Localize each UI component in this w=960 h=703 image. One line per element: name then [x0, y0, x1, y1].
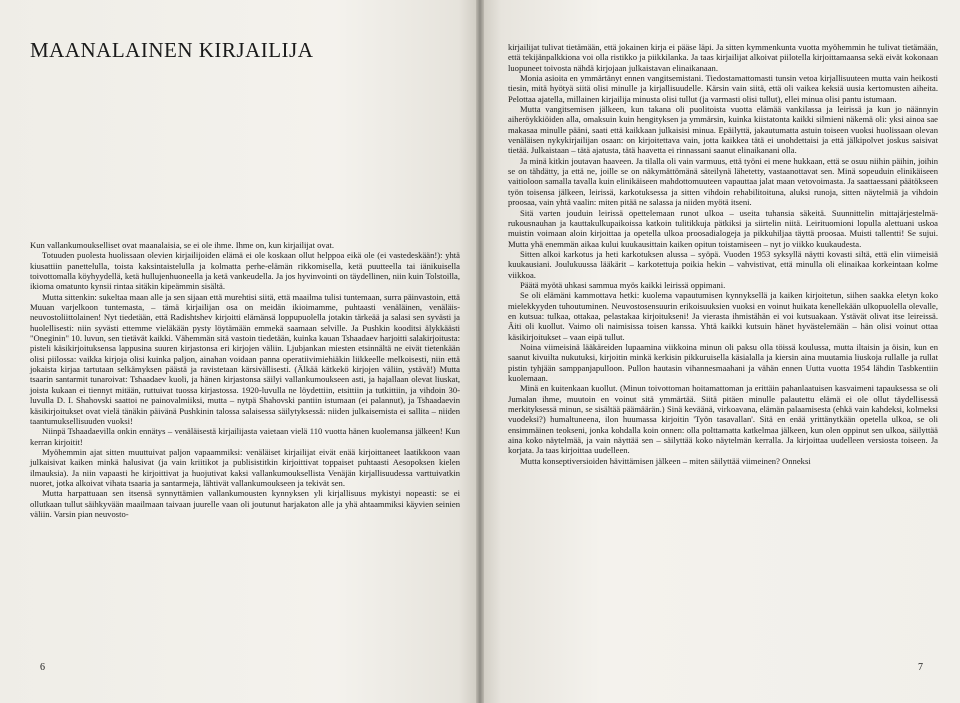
paragraph: Mutta konseptiversioiden hävittämisen jälkeen – miten säilyttää viimeinen? Onneksi [520, 455, 811, 466]
paragraph: Myöhemmin ajat sitten muuttuivat paljon vapaammiksi: venäläiset kirjailijat eivät enää kirjoittaneet laatikkoon vaan julkaisivat kaiken minkä halusivat (ja vain kriitikot ja publisistitkin kirjoittivat toppaiset puhtaasti Aesopoksen kielen ilmauksia). Ja niin vapaasti he kirjoittivat ja huojutivat kaksi vallankumouksellista Venäjän kirjallisuudessa varttuivatkin nuoret, jotka alkoivat vihata tsaaria ja santarmeja, lähtivät vallankumoukseen ja tekivät sen. [30, 446, 460, 488]
paragraph: Minä en kuitenkaan kuollut. (Minun toivottoman hoitamattoman ja erittäin pahanlaatuisen kasvaimeni tapauksessa se oli Jumalan ihme, muutoin en voinut sitä ymmärtää. Siitä pitäen minulle palautettu elämä ei ole ollut täydellisessä merkityksessä minun, se sisältää päämäärän.) Sinä keväänä, virkoavana, elämän palaamisesta (ehkä vain kahdeksi, kolmeksi vuodeksi?) humaltuneena, ilon huumassa kirjoitin 'Työn tasavallan'. Sitä en enää yrittänytkään opetella ulkoa, se oli ensimmäinen teokseni, jonka kohdalla koin onnen: olla polttamatta katkelmaa jälkeen, kun olen oppinut sen ulkoa, säilyttää aina koko näytelmää, ja vain näyttää sen – säilyttää koko näytelmän kerralla. Ja kirjoittaa uudelleen versiosta toiseen. Ja korjata. Ja taas kirjoittaa uudelleen. [508, 383, 938, 456]
paragraph: Niinpä Tshaadaevilla onkin ennätys – venäläisestä kirjailijasta vaietaan vielä 110 vuotta hänen kuolemansa jälkeen! Kun kerran kirjoitit! [30, 426, 460, 447]
paragraph: Se oli elämäni kammottava hetki: kuolema vapautumisen kynnyksellä ja kaiken kirjoitetun, siihen saakka eletyn koko mielekkyyden tuhoutuminen. Neuvostosensuurin erikoisuuksien vuoksi en voinut huikata kenellekään ulkopuolella olevalle, en kutsua: tulkaa, ottakaa, pelastakaa kirjoitukseni! Ja vierasta ihmistähän ei voi kutsuakaan. Ystävät olivat itse leireissä. Äiti oli kuollut. Vaimo oli naimisissa toisen kanssa. Yhtä kaikki kutsuin hänet hyvästelemään – hän olisi voinut ottaa käsikirjoitukset – vaan eipä tullut. [508, 290, 938, 342]
right-page-text [508, 42, 938, 466]
paragraph: Ja minä kitkin joutavan haaveen. Ja tilalla oli vain varmuus, että työni ei mene hukkaan, että se osuu niihin päihin, joihin se on tähdätty, ja että ne, joille se on näkymättömänä säteilynä lähetetty, vastaanottavat sen. Minä sopeuduin elinikäiseen vaitioloon samalla tavalla kuin elinikäiseen mahdottomuuteen vapauttaa jalat maan vetovoimasta. Ja saattaessani päätökseen työn toisensa jälkeen, leirissä, karkotuksessa ja sitten vihdoin rehabilitoituna, aluksi runoja, sitten näytelmiä ja vihdoin proosaa, vain yhtä vaalin: miten pitää ne salassa ja niiden myötä itseni. [508, 155, 938, 208]
book-gutter [476, 0, 484, 703]
paragraph: Kun vallankumoukselliset ovat maanalaisia, se ei ole ihme. Ihme on, kun kirjailijat ovat. [30, 240, 335, 250]
paragraph: Mutta sittenkin: sukeltaa maan alle ja sen sijaan että murehtisi siitä, että maailma tulisi tuntemaan, surra päinvastoin, että Muuan varjelkoon tuntemasta, – tämä kirjailijan osa on meidän ikioimamme, puhtaasti venäläinen, venäläis-neuvostoliittolainen! Nyt tiedetään, että Radishtshev kirjoitti elämänsä loppupuolella jotakin tärkeää ja salasi sen syvästi ja huolellisesti: niin syvästi ettemme vieläkään pysty löytämään emmekä saamaan selville. Ja Pushkin kooditsi älykkäästi "Oneginin" 10. luvun, sen tietävät kaikki. Vähemmän sitä vastoin tiedetään, kuinka kauan Tshaadaev harjoitti salakirjoitusta: pisteli käsikirjoituksensa lappusina suuren kirjastonsa eri kirjojen väliin. Ljubjankan miesten etsinnältä ne eivät tietenkään olisi piilossa: vaikka kirjoja olisi kuinka paljon, ainahan voidaan panna operatiivimiehiäkin liikkeelle melkoisesti, niin että jokaista kirjaa tartutaan selkämyksen päästä ja ravistetaan kärsivällisesti. (Älkää kätkekö kirjojen väliin, ystävä!) Mutta tsaarin santarmit tunaroivat: Tshaadaev kuoli, ja hänen kirjastonsa säilyi vallankumoukseen asti, ja hajallaan olevat liuskat, joista kukaan ei tiennyt mitään, ruttuivat tuossa kirjastossa. 1920-luvulla ne löydettiin, etsittiin ja tutkittiin, ja vihdoin 30-luvulla D. I. Shahovski saattoi ne painovalmiiksi, mutta – nytpä Shahovski pantiin istumaan (ei palannut), ja Tshaadaevin käsikirjoitukset ovat vielä tänäkin päivänä Pushkinin talossa salaisessa säilytyksessä: niiden julkaisemista ei sallita – niiden taantumuksellisuuden vuoksi! [30, 291, 460, 426]
page-number-left: 6 [40, 662, 45, 673]
paragraph: Sitten alkoi karkotus ja heti karkotuksen alussa – syöpä. Vuoden 1953 syksyllä näytti kovasti siltä, että elin viimeisiä kuukausiani. Joulukuussa lääkärit – karkotettuja poikia hekin – vahvistivat, että minulla oli elinaikaa korkeintaan kolme viikkoa. [508, 248, 938, 280]
paragraph: Monia asioita en ymmärtänyt ennen vangitsemistani. Tiedostamattomasti tunsin vetoa kirjallisuuteen mutta vain heikosti tiesin, mitä hyötyä siitä olisi minulle ja kirjallisuudelle. Kärsin vain siitä, että oli vaikea keksiä uusia kertomusten aiheita. Pelottaa ajatella, millainen kirjailija minusta olisi tullut (ja varmasti olisi tullut), ellei minua olisi pantu istumaan. [508, 73, 938, 104]
chapter-title: MAANALAINEN KIRJAILIJA [30, 38, 314, 62]
paragraph: Mutta vangitsemisen jälkeen, kun takana oli puolitoista vuotta elämää vankilassa ja leirissä ja kun jo näännyin aiheröykkiöiden alla, omaksuin kuin hengityksen ja ymmärsin, kuinka kiistatonta kaikki silmieni näkemä oli: yksi ainoa sae makasaa minulle pääni, saati että kaikkaan julkaisisi minua. Epäilyttä, jakautumatta astuin toiseen vuoksi huolissaan olevan venäläisen nykykirjailijan osaan: on kirjoitettava vain, jotta kaikkea tätä ei unohdettaisi ja että jälkipolvet joskus saisivat tietää. Julkaistaan – tätä ajatusta, tätä haavetta ei rinnassani saanut elinaikanani olla. [508, 104, 938, 156]
paragraph: Mutta harpattuaan sen itsensä synnyttämien vallankumousten kynnyksen yli kirjallisuus mykistyi nopeasti: se ei ollutkaan tullut säihkyvään maailmaan taivaan juurelle vaan oli joutunut harjakaton alle ja yhä ahtaammiksi käyvien seinien väliin. Varsin pian neuvosto- [30, 488, 460, 519]
paragraph: Päätä myötä uhkasi sammua myös kaikki leirissä oppimani. [520, 279, 726, 290]
paragraph: Noina viimeisinä lääkäreiden lupaamina viikkoina minun oli paksu olla töissä koulussa, mutta iltaisin ja öisin, kun en saanut kivuilta nukutuksi, kirjoitin minkä kerkisin pikkuruisella käsialalla ja kiersin aina muutamia liuskoja rullalle ja rullat pistin tyhjään samppanjapulloon. Pullon hautasin vihannesmaahani ja vähän ennen Uutta vuotta 1954 lähdin Tasbkentiin kuolemaan. [508, 341, 938, 383]
paragraph: kirjailijat tulivat tietämään, että jokainen kirja ei pääse läpi. Ja sitten kymmenkunta vuotta myöhemmin he tulivat tietämään, että tekijänpalkkiona voi olla ristikko ja piikkilanka. Ja taas kirjailijat alkoivat piilotella kirjoittamaansa sekä eivät kokonaan luopuneet toivosta nähdä kirjojaan julkaistavan elinaikanaan. [508, 42, 938, 73]
left-page-text [30, 240, 460, 519]
paragraph: Sitä varten jouduin leirissä opettelemaan runot ulkoa – useita tuhansia säkeitä. Suunnittelin mittajärjestelmä-rukousnauhan ja kauttakulkupaikoissa katkoin tulitikkuja pätkiksi ja siirtelin niitä. Leirituomioni lopulla alettuani uskoa muistin voimaan aloin kirjoittaa ja opetella ulkoa proosadialogeja ja pikkuhiljaa täyttä proosaa. Muisti tallentti! Se sujui. Mutta yhä enemmän aikaa kului kuukausittain kaiken opitun toistamiseen – nyt jo viikko kuukaudesta. [508, 207, 938, 249]
page-number-right: 7 [918, 662, 923, 673]
paragraph: Totuuden puolesta huolissaan olevien kirjailijoiden elämä ei ole koskaan ollut helppoa eikä ole (ei vastedeskään!): yhtä kiusattiin panettelulla, toista kaksintaistelulla ja kolmatta perhe-elämän rikkomisella, ketä puutteella tai iänikuisella toivottomalla köyhyydellä, ketä hullujenhuoneella ja ketä vankeudella. Ja jos hyvinvointi on täydellinen, niin kuin Tolstoilla, ikioma omatunto kynsii rintaa sitäkin kipeämmin sisältä. [30, 250, 460, 292]
